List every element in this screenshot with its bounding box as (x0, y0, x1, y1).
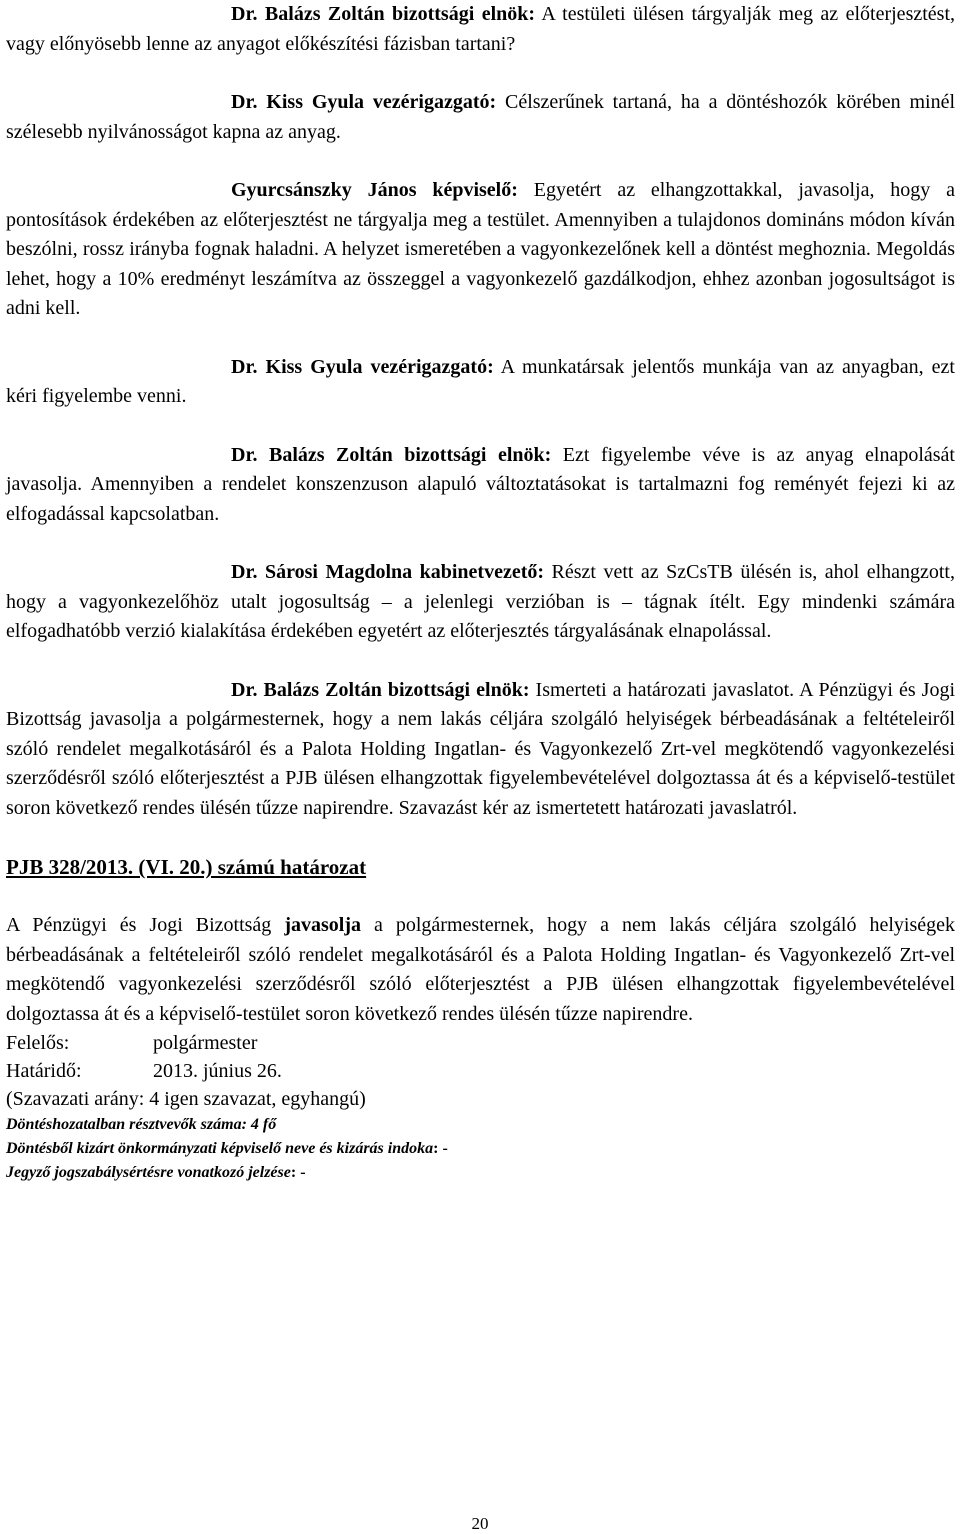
participants-count: Döntéshozatalban résztvevők száma: 4 fő (6, 1116, 277, 1133)
paragraph (6, 0, 955, 59)
speaker-name: Dr. Sárosi Magdolna kabinetvezető: (231, 561, 545, 583)
responsible-value: polgármester (153, 1032, 258, 1054)
paragraph-text: Egyetért az elhangzottakkal, javasolja, hogy a pontosítások érdekében az előterjesztést ne tárgyalja meg a testület. Amennyiben a tulajdonos domináns módon kíván beszólni, rossz irányba fognak haladni. A helyzet ismeretében a vagyonkezelőnek kell a döntést meghoznia. Megoldás lehet, hogy a 10% eredményt leszámítva az összeggel a vagyonkezelő gazdálkodjon, ehhez azonban jogosultságot is adni kell. (6, 179, 955, 319)
resolution-text-before: A Pénzügyi és Jogi Bizottság (6, 914, 285, 936)
deadline-label: Határidő: (6, 1060, 82, 1082)
resolution-text-bold: javasolja (284, 914, 361, 936)
excluded-row (6, 1137, 955, 1161)
paragraph (6, 441, 955, 530)
paragraph (6, 176, 955, 324)
resolution-heading: PJB 328/2013. (VI. 20.) számú határozat (6, 855, 367, 879)
resolution-text (6, 911, 955, 1029)
paragraph-text: A testületi ülésen tárgyalják meg az előterjesztést, vagy előnyösebb lenne az anyagot előkészítési fázisban tartani? (6, 3, 955, 55)
notary-value: : - (290, 1164, 306, 1181)
speaker-name: Dr. Balázs Zoltán bizottsági elnök: (231, 678, 530, 701)
deadline-value: 2013. június 26. (153, 1060, 282, 1082)
paragraph (6, 88, 955, 147)
excluded-label: Döntésből kizárt önkormányzati képviselő neve és kizárás indoka (6, 1140, 434, 1157)
paragraph (6, 353, 955, 412)
paragraph-text: Részt vett az SzCsTB ülésén is, ahol elhangzott, hogy a vagyonkezelőhöz utalt jogosultság – a jelenlegi verzióban is – tágnak ítélt. Egy mindenki számára elfogadhatóbb verzió kialakítása érdekében egyetért az előterjesztés tárgyalásának elnapolással. (6, 561, 955, 642)
resolution-text-after: a polgármesternek, hogy a nem lakás céljára szolgáló helyiségek bérbeadásának a feltételeiről szóló rendelet megalkotásáról és a Palota Holding Ingatlan- és Vagyonkezelő Zrt-vel megkötendő vagyonkezelési szerződésről szóló előterjesztést a PJB ülésen elhangzottak figyelembevételével dolgoztassa át és a képviselő-testület soron következő rendes ülésén tűzze napirendre. (6, 914, 955, 1025)
paragraph (6, 676, 955, 824)
paragraph (6, 558, 955, 647)
paragraph-text: Ezt figyelembe véve is az anyag elnapolását javasolja. Amennyiben a rendelet konszenzuson alapuló változtatásokat is tartalmazni fog reményét fejezi ki az elfogadással kapcsolatban. (6, 443, 955, 525)
paragraph-text: Célszerűnek tartaná, ha a döntéshozók körében minél szélesebb nyilvánosságot kapna az anyag. (6, 91, 956, 143)
speaker-name: Dr. Balázs Zoltán bizottsági elnök: (231, 3, 536, 25)
responsible-label: Felelős: (6, 1032, 70, 1054)
speaker-name: Dr. Balázs Zoltán bizottsági elnök: (231, 443, 552, 466)
responsible-row (6, 1029, 955, 1057)
speaker-name: Gyurcsánszky János képviselő: (231, 179, 518, 201)
excluded-value: : - (433, 1140, 448, 1157)
notary-label: Jegyző jogszabálysértésre vonatkozó jelzése (6, 1164, 291, 1181)
paragraph-text: A munkatársak jelentős munkája van az anyagban, ezt kéri figyelembe venni. (6, 355, 955, 407)
speaker-name: Dr. Kiss Gyula vezérigazgató: (231, 91, 497, 113)
paragraph-text: Ismerteti a határozati javaslatot. A Pénzügyi és Jogi Bizottság javasolja a polgármesternek, hogy a nem lakás céljára szolgáló helyiségek bérbeadásának a feltételeiről szóló rendelet megalkotásáról és a Palota Holding Ingatlan- és Vagyonkezelő Zrt-vel megkötendő vagyonkezelési szerződésről szóló előterjesztést a PJB ülésen elhangzottak figyelembevételével dolgoztassa át és a képviselő-testület soron következő rendes ülésén tűzze napirendre. Szavazást kér az ismertetett határozati javaslatról. (6, 678, 955, 819)
document-page (6, 0, 955, 1185)
page-number: 20 (471, 1514, 489, 1533)
notary-row (6, 1161, 955, 1185)
vote-ratio: (Szavazati arány: 4 igen szavazat, egyhangú) (6, 1088, 366, 1110)
speaker-name: Dr. Kiss Gyula vezérigazgató: (231, 355, 494, 378)
deadline-row (6, 1057, 955, 1085)
